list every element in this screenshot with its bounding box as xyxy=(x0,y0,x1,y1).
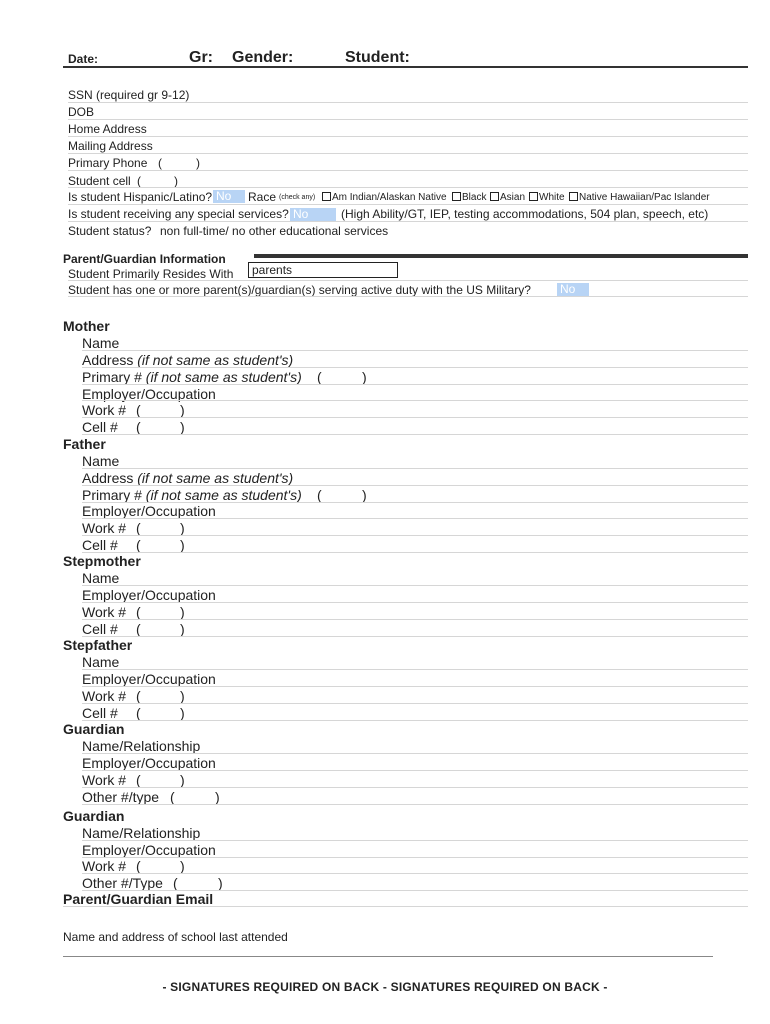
student-cell-label: Student cell xyxy=(68,174,131,188)
hispanic-question: Is student Hispanic/Latino? xyxy=(68,190,213,204)
services-line xyxy=(68,221,748,222)
guardian1-work-paren-open: ( xyxy=(136,772,141,788)
guardian2-other-label: Other #/Type xyxy=(82,875,163,891)
father-name-label: Name xyxy=(82,453,120,469)
stepmother-name-label: Name xyxy=(82,570,120,586)
mother-cell-paren-close: ) xyxy=(180,419,185,435)
mother-cell-paren-open: ( xyxy=(136,419,141,435)
father-address-label: Address (if not same as student's) xyxy=(82,470,294,486)
mother-cell-line xyxy=(82,434,748,435)
stepfather-work-paren-close: ) xyxy=(180,688,185,704)
military-line xyxy=(68,296,748,297)
father-work-label: Work # xyxy=(82,520,127,536)
primary-phone-label: Primary Phone xyxy=(68,156,148,170)
services-note: (High Ability/GT, IEP, testing accommodations, 504 plan, speech, etc) xyxy=(341,207,709,221)
mother-work-line xyxy=(82,417,748,418)
guardian1-work-label: Work # xyxy=(82,772,127,788)
stepfather-heading: Stepfather xyxy=(63,637,133,653)
mother-primary-paren-open: ( xyxy=(317,369,322,385)
stepmother-cell-line xyxy=(82,636,748,637)
mailing-address-line xyxy=(68,153,748,154)
primary-phone-paren-open: ( xyxy=(158,156,162,170)
ssn-line xyxy=(68,102,748,103)
father-primary-paren-close: ) xyxy=(362,487,367,503)
last-school-line xyxy=(63,956,713,957)
dob-label: DOB xyxy=(68,105,95,119)
mother-cell-label: Cell # xyxy=(82,419,118,435)
mother-address-label: Address (if not same as student's) xyxy=(82,352,294,368)
guardian1-employer-label: Employer/Occupation xyxy=(82,755,216,771)
father-employer-label: Employer/Occupation xyxy=(82,503,216,519)
stepmother-work-label: Work # xyxy=(82,604,127,620)
guardian2-work-paren-open: ( xyxy=(136,858,141,874)
mother-employer-label: Employer/Occupation xyxy=(82,386,216,402)
father-cell-line xyxy=(82,552,748,553)
father-cell-paren-open: ( xyxy=(136,537,141,553)
race-option-black[interactable]: Black xyxy=(452,192,486,203)
signature-notice: - SIGNATURES REQUIRED ON BACK - SIGNATURES REQUIRED ON BACK - xyxy=(162,980,608,994)
ssn-label: SSN (required gr 9-12) xyxy=(68,88,190,102)
checkbox-icon[interactable] xyxy=(452,192,461,201)
stepmother-name-line xyxy=(82,585,748,586)
mother-work-paren-close: ) xyxy=(180,402,185,418)
last-school-label: Name and address of school last attended xyxy=(63,930,288,944)
checkbox-icon[interactable] xyxy=(569,192,578,201)
resides-line xyxy=(68,280,748,281)
stepmother-heading: Stepmother xyxy=(63,553,141,569)
mother-name-line xyxy=(82,350,748,351)
checkbox-icon[interactable] xyxy=(490,192,499,201)
guardian1-other-label: Other #/type xyxy=(82,789,160,805)
student-label: Student: xyxy=(345,49,410,66)
date-label: Date: xyxy=(68,52,99,66)
resides-label: Student Primarily Resides With xyxy=(68,267,234,281)
father-address-line xyxy=(82,485,748,486)
guardian2-name-label: Name/Relationship xyxy=(82,825,201,841)
guardian1-work-line xyxy=(82,787,748,788)
mother-address-line xyxy=(82,367,748,368)
stepmother-employer-label: Employer/Occupation xyxy=(82,587,216,603)
race-option-native-hawaiian[interactable]: Native Hawaiian/Pac Islander xyxy=(569,192,710,203)
parent-email-label: Parent/Guardian Email xyxy=(63,891,214,907)
mother-primary-paren-close: ) xyxy=(362,369,367,385)
header-rule xyxy=(63,66,748,68)
student-cell-line xyxy=(68,187,748,188)
grade-label: Gr: xyxy=(189,49,213,66)
resides-field[interactable]: parents xyxy=(248,262,398,278)
primary-phone-paren-close: ) xyxy=(196,156,200,170)
stepfather-cell-paren-close: ) xyxy=(180,705,185,721)
primary-phone-line xyxy=(68,170,748,171)
guardian2-work-line xyxy=(82,873,748,874)
parent-email-line xyxy=(63,906,748,907)
stepfather-cell-line xyxy=(82,720,748,721)
guardian1-other-line xyxy=(82,804,748,805)
stepfather-work-line xyxy=(82,703,748,704)
checkbox-icon[interactable] xyxy=(529,192,538,201)
father-work-line xyxy=(82,535,748,536)
father-work-paren-close: ) xyxy=(180,520,185,536)
dob-line xyxy=(68,119,748,120)
race-option-white[interactable]: White xyxy=(529,192,565,203)
guardian1-heading: Guardian xyxy=(63,721,125,737)
stepfather-work-label: Work # xyxy=(82,688,127,704)
stepmother-employer-line xyxy=(82,602,748,603)
guardian2-other-paren-open: ( xyxy=(173,875,178,891)
military-question: Student has one or more parent(s)/guardian(s) serving active duty with the US Military? xyxy=(68,283,531,297)
military-dropdown[interactable]: No xyxy=(557,283,589,296)
mother-work-label: Work # xyxy=(82,402,127,418)
mother-primary-line xyxy=(82,384,748,385)
parent-heading-rule xyxy=(254,254,748,258)
stepfather-employer-line xyxy=(82,686,748,687)
home-address-label: Home Address xyxy=(68,122,147,136)
stepmother-work-line xyxy=(82,619,748,620)
student-cell-paren-close: ) xyxy=(174,174,178,188)
guardian1-employer-line xyxy=(82,770,748,771)
guardian2-work-label: Work # xyxy=(82,858,127,874)
guardian2-heading: Guardian xyxy=(63,808,125,824)
stepmother-cell-paren-open: ( xyxy=(136,621,141,637)
stepmother-cell-label: Cell # xyxy=(82,621,118,637)
hispanic-line xyxy=(68,204,748,205)
guardian2-name-line xyxy=(82,840,748,841)
home-address-line xyxy=(68,136,748,137)
guardian1-work-paren-close: ) xyxy=(180,772,185,788)
stepfather-cell-paren-open: ( xyxy=(136,705,141,721)
stepfather-work-paren-open: ( xyxy=(136,688,141,704)
stepmother-work-paren-open: ( xyxy=(136,604,141,620)
guardian2-employer-label: Employer/Occupation xyxy=(82,842,216,858)
race-option-asian[interactable]: Asian xyxy=(490,192,525,203)
father-work-paren-open: ( xyxy=(136,520,141,536)
stepfather-name-label: Name xyxy=(82,654,120,670)
father-cell-paren-close: ) xyxy=(180,537,185,553)
mailing-address-label: Mailing Address xyxy=(68,139,153,153)
race-option-am-indian[interactable]: Am Indian/Alaskan Native xyxy=(322,192,447,203)
stepmother-work-paren-close: ) xyxy=(180,604,185,620)
status-label: Student status? xyxy=(68,224,152,238)
guardian1-other-paren-close: ) xyxy=(215,789,220,805)
stepfather-name-line xyxy=(82,669,748,670)
checkbox-icon[interactable] xyxy=(322,192,331,201)
guardian1-name-line xyxy=(82,753,748,754)
guardian2-other-paren-close: ) xyxy=(218,875,223,891)
father-primary-paren-open: ( xyxy=(317,487,322,503)
father-name-line xyxy=(82,468,748,469)
services-dropdown[interactable]: No xyxy=(290,208,336,221)
status-value[interactable]: non full-time/ no other educational services xyxy=(160,224,389,238)
race-label: Race xyxy=(248,190,277,204)
guardian1-name-label: Name/Relationship xyxy=(82,738,201,754)
stepfather-employer-label: Employer/Occupation xyxy=(82,671,216,687)
father-primary-label: Primary # (if not same as student's) xyxy=(82,487,302,503)
mother-heading: Mother xyxy=(63,318,110,334)
father-heading: Father xyxy=(63,436,106,452)
race-note: (check any) xyxy=(279,194,316,201)
guardian2-work-paren-close: ) xyxy=(180,858,185,874)
guardian1-other-paren-open: ( xyxy=(170,789,175,805)
student-cell-paren-open: ( xyxy=(137,174,141,188)
mother-primary-label: Primary # (if not same as student's) xyxy=(82,369,302,385)
parent-guardian-heading: Parent/Guardian Information xyxy=(63,252,226,266)
services-question: Is student receiving any special services? xyxy=(68,207,289,221)
mother-work-paren-open: ( xyxy=(136,402,141,418)
stepfather-cell-label: Cell # xyxy=(82,705,118,721)
stepmother-cell-paren-close: ) xyxy=(180,621,185,637)
gender-label: Gender: xyxy=(232,49,294,66)
mother-name-label: Name xyxy=(82,335,120,351)
father-cell-label: Cell # xyxy=(82,537,118,553)
mother-employer-line xyxy=(82,400,748,401)
hispanic-dropdown[interactable]: No xyxy=(213,190,245,203)
father-employer-line xyxy=(82,518,748,519)
